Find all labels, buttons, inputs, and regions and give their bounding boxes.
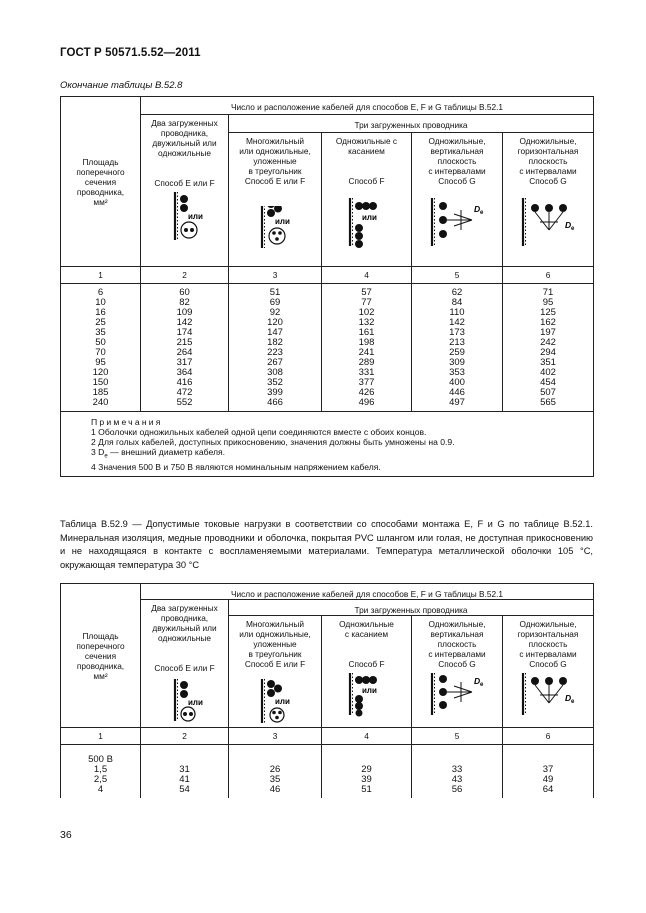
or-label-4: или	[188, 698, 203, 707]
cell-value: 10	[95, 297, 106, 308]
cell-value: 353	[449, 367, 465, 378]
cell-value: 35	[269, 774, 281, 785]
group-header: Число и расположение кабелей для способов Е, F и G таблицы В.52.1	[141, 97, 594, 115]
colnum-5: 5	[412, 267, 503, 284]
notes	[61, 412, 594, 477]
cell-value: 6	[97, 287, 104, 298]
group-header-2: Число и расположение кабелей для способов Е, F и G таблицы В.52.1	[141, 584, 594, 600]
colnum2-5: 5	[412, 728, 503, 745]
cell-value: 507	[540, 387, 556, 398]
cell-value: 294	[540, 347, 556, 358]
col4-header: Одножильные с касанием Способ F или	[322, 133, 412, 267]
cell-value: 241	[358, 347, 375, 358]
cell-value: 95	[95, 357, 106, 368]
colnum2-1: 1	[61, 728, 141, 745]
cell-value: 43	[451, 774, 463, 785]
cell-value: 51	[269, 287, 281, 298]
cell-value: 62	[451, 287, 463, 298]
area-header: Площадь поперечного сечения проводника, мм²	[61, 97, 141, 267]
de-label-2: D	[565, 220, 572, 230]
note-1: 1 Оболочки одножильных кабелей одной цепи соединяются вместе с обоих концов.	[91, 427, 427, 437]
col2-header: Два загруженных проводника, двужильный или одножильные Способ Е или F или	[141, 115, 229, 267]
cell-value: 364	[176, 367, 193, 378]
cell-value: 120	[267, 317, 283, 328]
cell-value: 213	[449, 337, 465, 348]
col6-header: Одножильные, горизонтальная плоскость с интервалами Способ G D e	[503, 133, 594, 267]
cell-value: 125	[540, 307, 556, 318]
colnum2-6: 6	[503, 728, 594, 745]
cell-value: 377	[358, 377, 375, 388]
colnum2-2: 2	[141, 728, 229, 745]
cell-value: 1,5	[93, 764, 108, 775]
area-header-2: Площадь поперечного сечения проводника, мм²	[61, 584, 141, 728]
col3-header-2: Многожильный или одножильные, уложенные в треугольник Способ Е или F или	[229, 616, 322, 728]
or-label-2: или	[275, 217, 290, 226]
cell-value: 185	[92, 387, 109, 398]
cell-value: 77	[361, 297, 372, 308]
col4-values	[322, 284, 412, 412]
cell-value: 26	[269, 764, 281, 775]
trefoil-diagram-2	[231, 679, 319, 727]
col4-header-2: Одножильные с касанием Способ F или	[322, 616, 412, 728]
col6-header-2: Одножильные, горизонтальная плоскость с интервалами Способ G D e	[503, 616, 594, 728]
cell-value: 41	[179, 774, 190, 785]
cell-value: 147	[267, 327, 283, 338]
cell-value: 317	[176, 357, 193, 368]
cell-value: 497	[449, 397, 465, 408]
col3-values	[229, 284, 322, 412]
cell-value: 259	[449, 347, 465, 358]
col2-header-2: Два загруженных проводника, двужильный или одножильные Способ Е или F или	[141, 600, 229, 728]
col5-header-2: Одножильные, вертикальная плоскость с интервалами Способ G D e	[412, 616, 503, 728]
col5-values-2	[412, 745, 503, 799]
cell-value: 120	[92, 367, 109, 378]
cell-value: 109	[176, 307, 193, 318]
cell-value: 242	[540, 337, 556, 348]
cell-value: 446	[449, 387, 465, 398]
cell-value: 82	[179, 297, 190, 308]
colnum2-4: 4	[322, 728, 412, 745]
col5-values	[412, 284, 503, 412]
table-continuation-title: Окончание таблицы В.52.8	[60, 80, 183, 91]
cell-value: 64	[542, 784, 554, 795]
cell-value: 289	[358, 357, 375, 368]
cell-value: 399	[267, 387, 283, 398]
cell-value: 142	[176, 317, 193, 328]
cell-value: 37	[542, 764, 554, 775]
cell-value: 31	[179, 764, 190, 775]
cell-value: 150	[92, 377, 109, 388]
cell-value: 173	[449, 327, 465, 338]
cell-value: 308	[267, 367, 283, 378]
cell-value: 33	[451, 764, 463, 775]
cell-value: 16	[95, 307, 106, 318]
values-row-2	[61, 745, 594, 799]
cell-value: 402	[540, 367, 556, 378]
cell-value: 240	[92, 397, 109, 408]
cell-value: 351	[540, 357, 556, 368]
cell-value: 182	[267, 337, 283, 348]
cell-value: 132	[358, 317, 375, 328]
cell-value: 2,5	[93, 774, 108, 785]
table-b529	[60, 583, 594, 798]
cell-value: 84	[451, 297, 463, 308]
three-loaded-header-2: Три загруженных проводника	[229, 600, 594, 616]
cell-value: 454	[540, 377, 556, 388]
cell-value: 352	[267, 377, 283, 388]
cell-value: 500 В	[88, 754, 113, 765]
colnum2-3: 3	[229, 728, 322, 745]
cell-value: 92	[269, 307, 281, 318]
cell-value: 35	[95, 327, 106, 338]
trefoil-diagram	[231, 206, 319, 266]
col2-values-2	[141, 745, 229, 799]
colnum-1: 1	[61, 267, 141, 284]
three-loaded-header: Три загруженных проводника	[229, 115, 594, 133]
vertical-spaced-diagram-2	[414, 669, 500, 717]
cell-value: 46	[269, 784, 281, 795]
horizontal-spaced-diagram-2	[505, 669, 591, 717]
colnum-2: 2	[141, 267, 229, 284]
or-label-5: или	[275, 697, 290, 706]
note-3: 3 $D_e$ — внешний диаметр кабеля.	[91, 447, 226, 460]
values-row	[61, 284, 594, 412]
cell-value: 267	[267, 357, 283, 368]
cell-value: 69	[269, 297, 281, 308]
colnum-6: 6	[503, 267, 594, 284]
cell-value: 162	[540, 317, 556, 328]
colnum-4: 4	[322, 267, 412, 284]
col4-values-2	[322, 745, 412, 799]
colnum-3: 3	[229, 267, 322, 284]
note-4: 4 Значения 500 В и 750 В являются номинальным напряжением кабеля.	[91, 461, 381, 472]
cell-value: 197	[540, 327, 556, 338]
or-label-3: или	[362, 213, 377, 222]
horizontal-spaced-diagram	[505, 198, 591, 258]
cell-value: 142	[449, 317, 465, 328]
cell-value: 198	[358, 337, 375, 348]
or-label-6: или	[362, 686, 377, 695]
cell-value: 56	[451, 784, 463, 795]
touching-cables-diagram	[324, 198, 409, 258]
table-b529-caption: Таблица В.52.9 — Допустимые токовые нагрузки в соответствии со способами монтажа Е, F и G по таблице В.52.1. Минеральная изоляция, медные проводники и оболочка, покрытая PVC шлангом или голая, не доступная прикосновению и не находящаяся в контакте с воспламеняемыми материалами. Температура металлической оболочки 105 °С, окружающая температура 30 °С	[60, 519, 593, 570]
area-values-2	[61, 745, 141, 799]
cell-value: 331	[358, 367, 375, 378]
cell-value: 426	[358, 387, 375, 398]
cell-value: 51	[361, 784, 372, 795]
touching-cables-diagram-2	[324, 669, 409, 717]
or-label: или	[188, 212, 203, 221]
col3-values-2	[229, 745, 322, 799]
two-conductor-diagram	[143, 188, 226, 248]
notes-title: Примечания	[91, 417, 163, 427]
cell-value: 161	[358, 327, 375, 338]
cell-value: 110	[449, 307, 465, 318]
cell-value: 29	[361, 764, 372, 775]
cell-value: 215	[176, 337, 193, 348]
cell-value: 39	[361, 774, 372, 785]
cell-value: 416	[176, 377, 193, 388]
de-subscript-3: e	[480, 682, 484, 688]
cell-value: 4	[97, 784, 104, 795]
cell-value: 49	[542, 774, 554, 785]
cell-value: 174	[176, 327, 193, 338]
col6-values	[503, 284, 594, 412]
cell-value: 70	[95, 347, 106, 358]
cell-value: 102	[358, 307, 375, 318]
cell-value: 223	[267, 347, 283, 358]
cell-value: 400	[449, 377, 465, 388]
col3-header: Многожильный или одножильные, уложенные в треугольник Способ Е или F или	[229, 133, 322, 267]
cell-value: 264	[176, 347, 193, 358]
col5-header: Одножильные, вертикальная плоскость с интервалами Способ G D e	[412, 133, 503, 267]
de-label-3: D	[474, 676, 481, 686]
de-subscript-4: e	[571, 699, 575, 705]
col6-values-2	[503, 745, 594, 799]
cell-value: 57	[361, 287, 372, 298]
vertical-spaced-diagram	[414, 198, 500, 258]
table-b528	[60, 96, 594, 477]
area-values	[61, 284, 141, 412]
cell-value: 54	[179, 784, 190, 795]
page-number: 36	[60, 829, 72, 841]
cell-value: 25	[95, 317, 106, 328]
cell-value: 95	[542, 297, 554, 308]
cell-value: 50	[95, 337, 106, 348]
cell-value: 496	[358, 397, 375, 408]
document-code: ГОСТ Р 50571.5.52—2011	[60, 47, 201, 59]
note-2: 2 Для голых кабелей, доступных прикосновению, значения должны быть умножены на 0.9.	[91, 437, 455, 447]
two-conductor-diagram-2	[143, 673, 226, 725]
de-label-4: D	[565, 693, 572, 703]
cell-value: 71	[542, 287, 554, 298]
de-subscript-2: e	[571, 226, 575, 232]
cell-value: 466	[267, 397, 283, 408]
cell-value: 552	[176, 397, 193, 408]
col2-values	[141, 284, 229, 412]
cell-value: 472	[176, 387, 193, 398]
cell-value: 565	[540, 397, 556, 408]
de-subscript: e	[480, 210, 484, 216]
cell-value: 309	[449, 357, 465, 368]
de-label: D	[474, 204, 481, 214]
cell-value: 60	[179, 287, 190, 298]
